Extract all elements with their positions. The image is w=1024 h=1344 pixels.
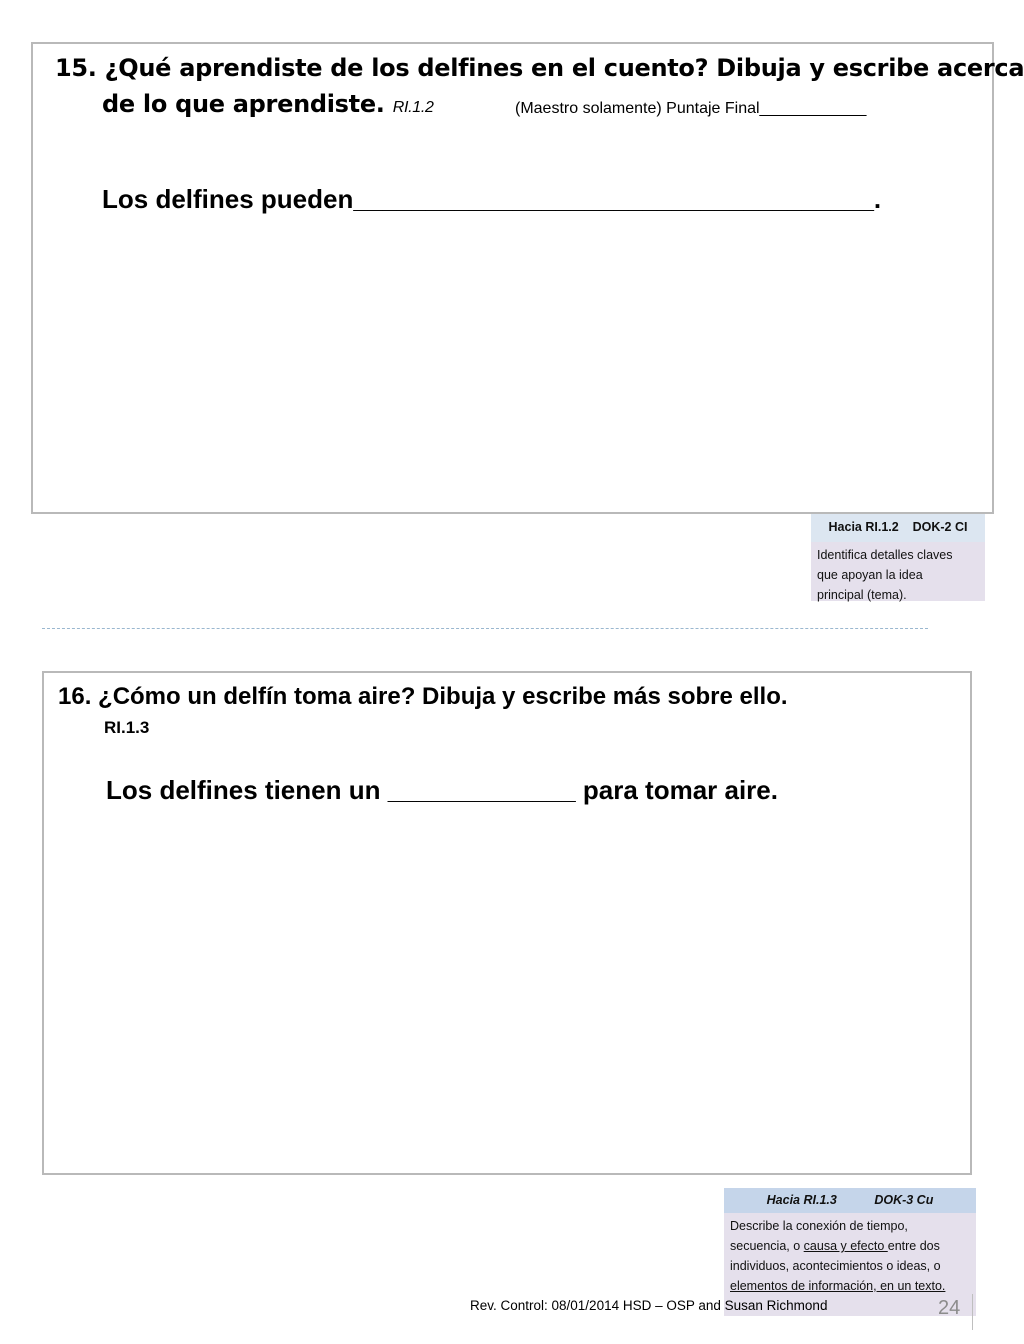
description-text: entre dos <box>887 1239 940 1253</box>
standard-box-header <box>811 514 985 542</box>
dok-level: DOK-2 CI <box>912 520 968 534</box>
question-15-sentence-frame: Los delfines pueden____________________________________. <box>102 184 882 214</box>
question-15-standard: RI.1.2 <box>392 99 434 116</box>
teacher-score-field: (Maestro solamente) Puntaje Final____________ <box>515 100 867 117</box>
description-line <box>730 1236 970 1256</box>
question-16-prompt: 16. ¿Cómo un delfín toma aire? Dibuja y escribe más sobre ello. <box>58 683 788 710</box>
description-line: Describe la conexión de tiempo, <box>730 1219 908 1233</box>
question-15-box <box>31 42 1024 514</box>
description-line: que apoyan la idea <box>817 568 923 582</box>
standard-box-ri-1-2 <box>811 514 985 601</box>
dok-level: DOK-3 Cu <box>874 1193 934 1207</box>
question-16-sentence-frame: Los delfines tienen un _____________ para tomar aire. <box>106 775 778 805</box>
description-line-underlined: elementos de información, en un texto. <box>730 1279 946 1293</box>
description-text: secuencia, o <box>730 1239 804 1253</box>
standard-box-header <box>724 1188 976 1213</box>
description-line: principal (tema). <box>817 588 907 602</box>
question-16-box <box>42 671 972 1175</box>
standard-code: Hacia RI.1.3 <box>766 1193 837 1207</box>
revision-footer: Rev. Control: 08/01/2014 HSD – OSP and Susan Richmond <box>470 1298 828 1313</box>
description-line: Identifica detalles claves <box>817 548 953 562</box>
question-15-prompt-line1: 15. ¿Qué aprendiste de los delfines en el cuento? Dibuja y escribe acerca <box>55 54 1024 82</box>
question-16-standard: RI.1.3 <box>104 718 150 737</box>
question-15-prompt-text: de lo que aprendiste. <box>102 90 385 118</box>
section-divider <box>42 628 928 629</box>
question-15-prompt-line2 <box>102 90 434 118</box>
standard-code: Hacia RI.1.2 <box>828 520 899 534</box>
standard-box-description <box>811 542 985 601</box>
underlined-term: causa y efecto <box>803 1239 888 1253</box>
description-line: individuos, acontecimientos o ideas, o <box>730 1259 941 1273</box>
page-number-rule <box>972 1294 973 1330</box>
page-number: 24 <box>938 1297 961 1319</box>
